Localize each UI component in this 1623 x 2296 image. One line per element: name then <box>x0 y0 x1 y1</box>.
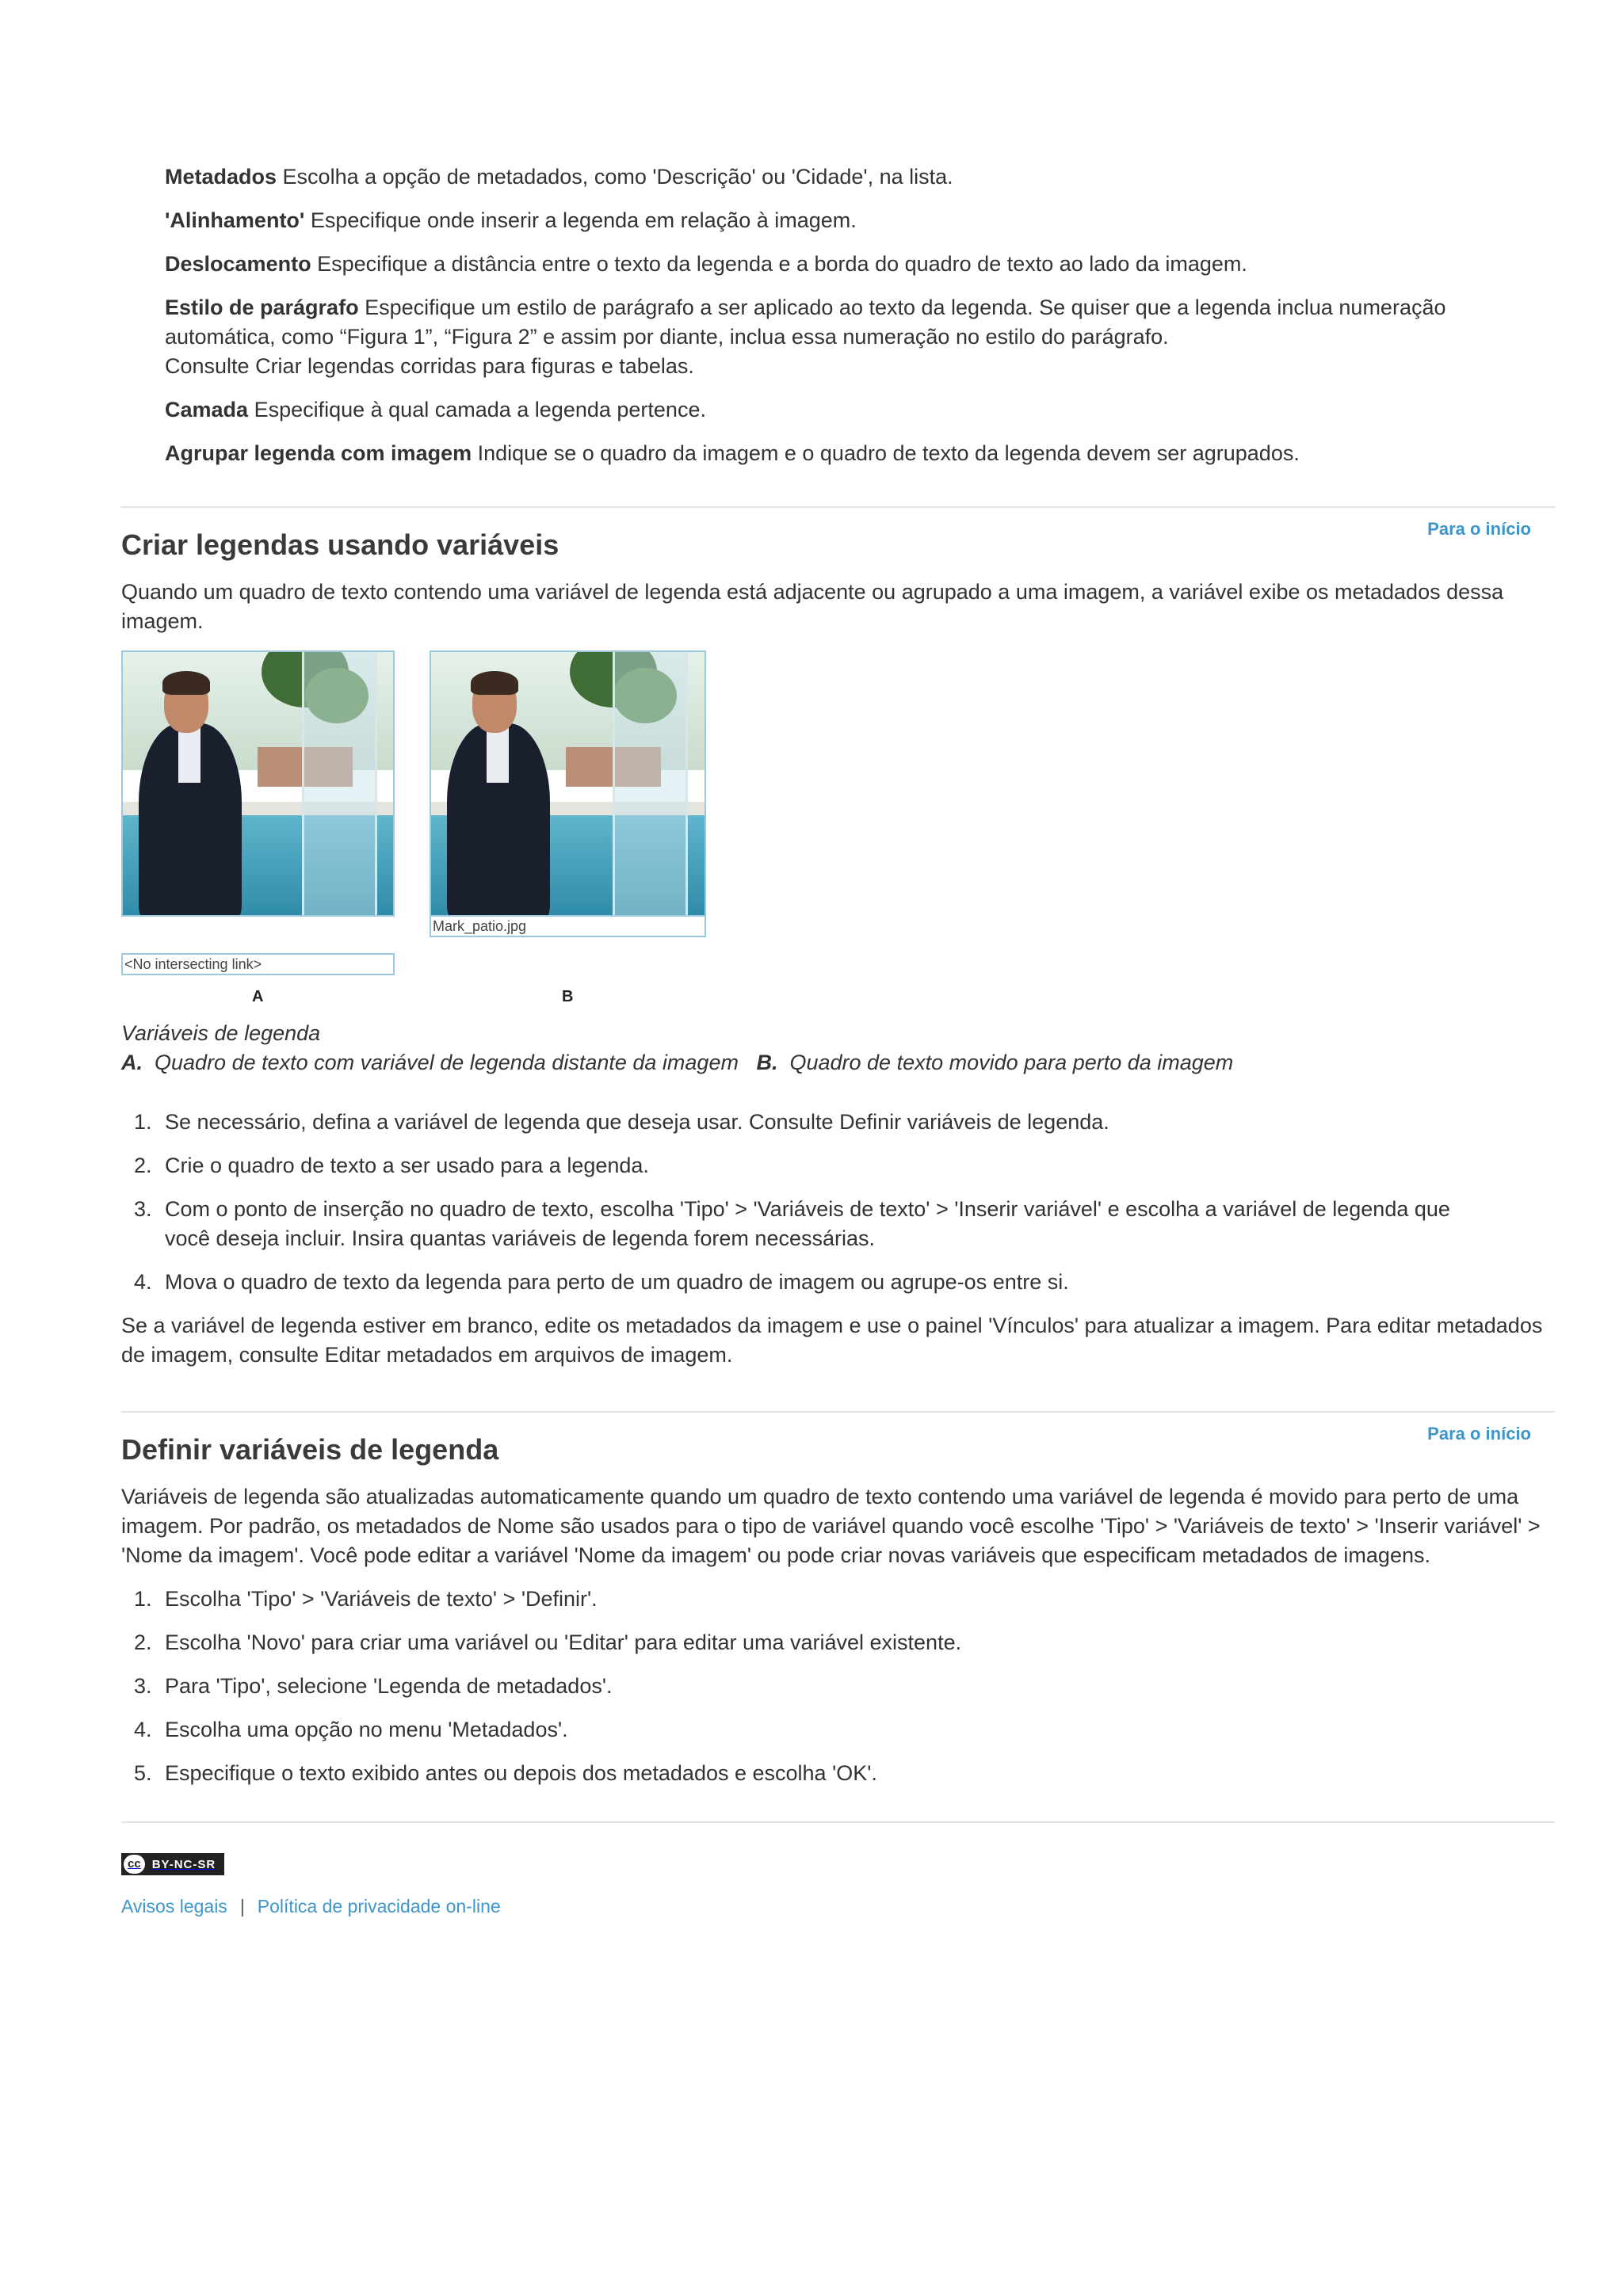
step-text: Crie o quadro de texto a ser usado para a legenda. <box>165 1154 649 1177</box>
step-number: 3. <box>134 1674 152 1698</box>
list-item <box>121 1195 1480 1253</box>
step-text: Escolha uma opção no menu 'Metadados'. <box>165 1718 568 1741</box>
step-text: Mova o quadro de texto da legenda para perto de um quadro de imagem ou agrupe-os entre si. <box>165 1270 1069 1294</box>
definition-term: Metadados <box>165 165 277 189</box>
footer-links <box>121 1896 1555 1917</box>
caption-frame-a <box>121 953 395 975</box>
list-item <box>121 1672 1480 1701</box>
definition-item <box>165 293 1512 381</box>
section-divider <box>121 1821 1555 1823</box>
legend-key-b: B. <box>756 1051 778 1074</box>
definition-item <box>165 395 1512 425</box>
step-number: 2. <box>134 1154 152 1177</box>
cc-icon: cc <box>124 1855 145 1874</box>
steps-list-2 <box>121 1585 1555 1788</box>
legend-text-b: Quadro de texto movido para perto da imagem <box>789 1051 1234 1074</box>
list-item <box>121 1759 1480 1788</box>
list-item <box>121 1151 1480 1180</box>
section-outro: Se a variável de legenda estiver em branco, edite os metadados da imagem e use o painel 'Vínculos' para atualizar a imagem. Para editar metadados de imagem, consulte Editar metadados em arquivos de imagem. <box>121 1314 1543 1367</box>
legend-text-a: Quadro de texto com variável de legenda distante da imagem <box>155 1051 739 1074</box>
photo-a <box>121 650 395 917</box>
caption-frame-b <box>430 915 706 937</box>
step-text: Escolha 'Novo' para criar uma variável ou 'Editar' para editar uma variável existente. <box>165 1630 962 1654</box>
license-label: BY-NC-SR <box>151 1857 216 1871</box>
list-item <box>121 1268 1480 1297</box>
definition-item <box>165 206 1512 235</box>
step-text: Escolha 'Tipo' > 'Variáveis de texto' > 'Definir'. <box>165 1587 598 1611</box>
section-intro: Quando um quadro de texto contendo uma variável de legenda está adjacente ou agrupado a uma imagem, a variável exibe os metadados dessa imagem. <box>121 580 1504 633</box>
step-number: 1. <box>134 1110 152 1134</box>
step-number: 3. <box>134 1197 152 1221</box>
definition-text: Indique se o quadro da imagem e o quadro de texto da legenda devem ser agrupados. <box>477 441 1300 465</box>
step-number: 4. <box>134 1270 152 1294</box>
figure-title: Variáveis de legenda <box>121 1021 321 1045</box>
definition-item <box>165 439 1512 468</box>
legend-key-a: A. <box>121 1051 143 1074</box>
figure-legend <box>121 1048 1555 1077</box>
figure-letter-a: A <box>252 988 264 1005</box>
definition-text: Especifique à qual camada a legenda pertence. <box>254 398 706 421</box>
definition-text: Especifique um estilo de parágrafo a ser aplicado ao texto da legenda. Se quiser que a legenda inclua numeração automática, como “Figura 1”, “Figura 2” e assim por diante, inclua essa numeração no estilo do parágrafo. <box>165 296 1446 349</box>
privacy-policy-link[interactable]: Política de privacidade on-line <box>257 1896 501 1917</box>
definition-term: Deslocamento <box>165 252 311 276</box>
definition-item <box>165 162 1512 192</box>
caption-b-text: Mark_patio.jpg <box>433 918 527 934</box>
list-item <box>121 1715 1480 1745</box>
step-number: 5. <box>134 1761 152 1785</box>
figure-letter-b: B <box>562 988 574 1005</box>
step-text: Para 'Tipo', selecione 'Legenda de metadados'. <box>165 1674 613 1698</box>
caption-a-text: <No intersecting link> <box>124 956 262 972</box>
list-item <box>121 1628 1480 1657</box>
section-header <box>121 508 1555 566</box>
definition-text: Escolha a opção de metadados, como 'Descrição' ou 'Cidade', na lista. <box>282 165 953 189</box>
step-text: Se necessário, defina a variável de legenda que deseja usar. Consulte Definir variáveis de legenda. <box>165 1110 1109 1134</box>
step-number: 4. <box>134 1718 152 1741</box>
photo-b <box>430 650 706 917</box>
step-text: Especifique o texto exibido antes ou depois dos metadados e escolha 'OK'. <box>165 1761 877 1785</box>
definition-term: 'Alinhamento' <box>165 208 305 232</box>
back-to-top-link[interactable]: Para o início <box>1427 1424 1531 1444</box>
legal-notices-link[interactable]: Avisos legais <box>121 1896 227 1917</box>
section-title: Criar legendas usando variáveis <box>121 528 559 561</box>
definition-item <box>165 250 1512 279</box>
definition-text: Especifique onde inserir a legenda em relação à imagem. <box>310 208 857 232</box>
definition-term: Camada <box>165 398 249 421</box>
definition-term: Agrupar legenda com imagem <box>165 441 472 465</box>
creative-commons-license-badge[interactable] <box>121 1853 224 1875</box>
page-footer <box>121 1853 1555 1917</box>
section-header <box>121 1413 1555 1471</box>
definition-term: Estilo de parágrafo <box>165 296 359 319</box>
definition-crossref: Consulte Criar legendas corridas para figuras e tabelas. <box>165 354 694 378</box>
definition-text: Especifique a distância entre o texto da legenda e a borda do quadro de texto ao lado da imagem. <box>317 252 1247 276</box>
step-number: 2. <box>134 1630 152 1654</box>
step-text: Com o ponto de inserção no quadro de texto, escolha 'Tipo' > 'Variáveis de texto' > 'Inserir variável' e escolha a variável de legenda que você deseja incluir. Insira quantas variáveis de legenda forem necessárias. <box>165 1197 1450 1250</box>
section-intro: Variáveis de legenda são atualizadas automaticamente quando um quadro de texto contendo uma variável de legenda é movido para perto de uma imagem. Por padrão, os metadados de Nome são usados para o tipo de variável quando você escolhe 'Tipo' > 'Variáveis de texto' > 'Inserir variável' > 'Nome da imagem'. Você pode editar a variável 'Nome da imagem' ou pode criar novas variáveis que especificam metadados de imagens. <box>121 1485 1541 1567</box>
footer-separator: | <box>239 1896 245 1917</box>
back-to-top-link[interactable]: Para o início <box>1427 519 1531 539</box>
document-page <box>121 162 1555 1917</box>
section-title: Definir variáveis de legenda <box>121 1433 499 1466</box>
definition-list <box>121 162 1555 468</box>
list-item <box>121 1585 1480 1614</box>
caption-variables-figure <box>121 650 1555 1019</box>
step-number: 1. <box>134 1587 152 1611</box>
steps-list-1 <box>121 1108 1555 1297</box>
list-item <box>121 1108 1480 1137</box>
